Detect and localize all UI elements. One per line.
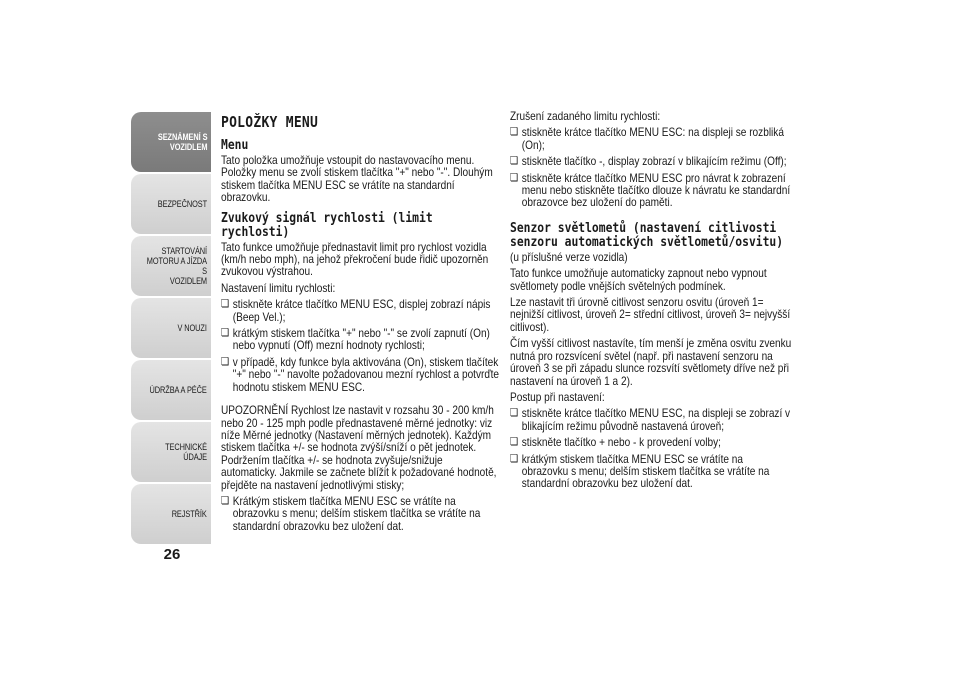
sensor-heading: Senzor světlometů (nastavení citlivosti senzoru automatických světlometů/osvitu) — [510, 219, 784, 250]
sidebar-tab-startovani[interactable] — [131, 236, 211, 296]
sidebar-tab-v-nouzi[interactable] — [131, 298, 211, 358]
cancel-list — [510, 126, 792, 208]
sidebar-tab-label: TECHNICKÉ ÚDAJE — [165, 442, 207, 462]
sensor-text: Tato funkce umožňuje automaticky zapnout nebo vypnout světlomety podle vnějších světelných podmínek. — [510, 266, 767, 293]
list-item: ❏ stiskněte krátce tlačítko MENU ESC: na displeji se rozbliká (On); — [510, 126, 792, 151]
sidebar-tab-technicke-udaje[interactable] — [131, 422, 211, 482]
list-item: ❏ stiskněte tlačítko -, display zobrazí v blikajícím režimu (Off); — [510, 155, 792, 167]
list-item: ❏ stiskněte krátce tlačítko MENU ESC, displej zobrazí nápis (Beep Vel.); — [221, 298, 501, 323]
list-item: ❏ stiskněte krátce tlačítko MENU ESC, na displeji se zobrazí v blikajícím režimu původně nastavená úroveň; — [510, 407, 792, 432]
procedure-label: Postup při nastavení: — [510, 389, 605, 404]
sidebar-tab-seznameni[interactable] — [131, 112, 211, 172]
list-item: ❏ v případě, kdy funkce byla aktivována (On), stiskem tlačítek "+" nebo "-" navolte požadovanou mezní rychlost a potvrďte hodnotu stiskem MENU ESC. — [221, 356, 501, 393]
speed-heading: Zvukový signál rychlosti (limit rychlosti) — [221, 209, 433, 240]
menu-heading: Menu — [221, 137, 249, 153]
list-item: ❏ stiskněte tlačítko + nebo - k provedení volby; — [510, 436, 792, 448]
list-item: ❏ krátkým stiskem tlačítka "+" nebo "-" se zvolí zapnutí (On) nebo vypnutí (Off) mezní hodnoty rychlosti; — [221, 327, 501, 352]
sidebar-tab-udrzba[interactable] — [131, 360, 211, 420]
procedure-list — [510, 407, 792, 489]
list-item: ❏ stiskněte krátce tlačítko MENU ESC pro návrat k zobrazení menu nebo stiskněte tlačítko dlouze k návratu ke standardní obrazovce bez uložení do paměti. — [510, 172, 792, 209]
higher-text: Čím vyšší citlivost nastavíte, tím menší je změna osvitu zvenku nutná pro rozsvícení světel (např. při nastavení senzoru na úroveň 3 se při západu slunce rozsvítí světlomety dříve než při nastavení na úroveň 1 a 2). — [510, 336, 792, 388]
final-list — [221, 495, 501, 532]
sidebar-tab-rejstrik[interactable] — [131, 484, 211, 544]
chapter-sidebar — [131, 112, 211, 544]
setting-label: Nastavení limitu rychlosti: — [221, 280, 336, 295]
sidebar-tab-label: REJSTŘÍK — [171, 509, 207, 519]
sensor-version: (u příslušné verze vozidla) — [510, 249, 628, 264]
section-title: POLOŽKY MENU — [221, 113, 319, 131]
sidebar-tab-bezpecnost[interactable] — [131, 174, 211, 234]
list-item: ❏ krátkým stiskem tlačítka MENU ESC se vrátíte na obrazovku s menu; delším stiskem tlačítka se vrátíte na standardní obrazovku bez uložení dat. — [510, 453, 792, 490]
sidebar-tab-label: ÚDRŽBA A PÉČE — [149, 385, 207, 395]
warning-text: UPOZORNĚNÍ Rychlost lze nastavit v rozsahu 30 - 200 km/h nebo 20 - 125 mph podle přednastavené měrné jednotky: viz níže Měrné jednotky (Nastavení měrných jednotek). Každým stiskem tlačítka +/- se hodnota zvýší/sníží o pět jednotek. Podržením tlačítka +/- se hodnota zvyšuje/snižuje automaticky. Jakmile se začnete blížit k požadované hodnotě, přejděte na nastavení jednotlivými stisky; — [221, 403, 497, 492]
levels-text: Lze nastavit tři úrovně citlivost senzoru osvitu (úroveň 1= nejnižší citlivost, úroveň 2= střední citlivost, úroveň 3= nejvyšší citlivost). — [510, 295, 791, 334]
cancel-label: Zrušení zadaného limitu rychlosti: — [510, 109, 661, 123]
setting-list — [221, 298, 501, 393]
sidebar-tab-label: V NOUZI — [177, 323, 207, 333]
speed-text: Tato funkce umožňuje přednastavit limit pro rychlost vozidla (km/h nebo mph), na jehož překročení bude řidič upozorněn zvukovou výstrahou. — [221, 239, 489, 279]
list-item: ❏ Krátkým stiskem tlačítka MENU ESC se vrátíte na obrazovku s menu; delším stiskem tlačítka se vrátíte na standardní obrazovku bez uložení dat. — [221, 495, 501, 532]
sidebar-tab-label: STARTOVÁNÍ MOTORU A JÍZDA S VOZIDLEM — [146, 246, 207, 286]
page-number: 26 — [163, 546, 181, 563]
sidebar-tab-label: SEZNÁMENÍ S VOZIDLEM — [157, 132, 207, 152]
left-column — [221, 110, 501, 536]
sidebar-tab-label: BEZPEČNOST — [157, 199, 207, 209]
right-column — [510, 110, 792, 494]
menu-text: Tato položka umožňuje vstoupit do nastavovacího menu. Položky menu se zvolí stiskem tlačítka "+" nebo "-". Dlouhým stiskem tlačítka MENU ESC se vrátíte na standardní obrazovku. — [221, 153, 493, 205]
